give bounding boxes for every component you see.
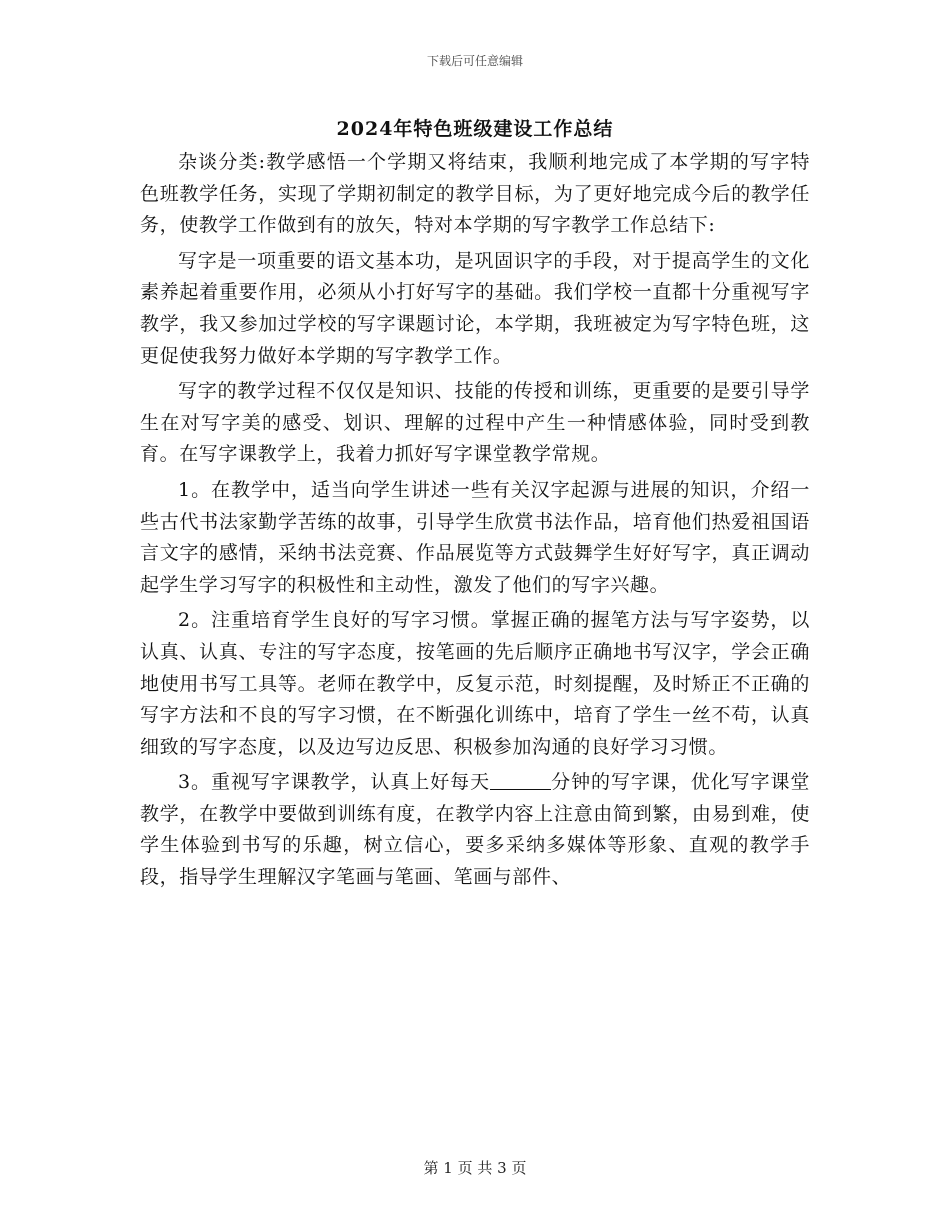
page-header-note: 下载后可任意编辑 [426, 54, 523, 68]
paragraph-point-3-start: 3。重视写字课教学，认真上好每天 [178, 771, 491, 794]
paragraph-teaching-process: 写字的教学过程不仅仅是知识、技能的传授和训练，更重要的是要引导学生在对写字美的感受、划识、理解的过程中产生一种情感体验，同时受到教育。在写字课教学上，我着力抓好写字课堂教学常规。 [140, 380, 810, 466]
paragraph-intro: 杂谈分类:教学感悟一个学期又将结束，我顺利地完成了本学期的写字特色班教学任务，实现了学期初制定的教学目标，为了更好地完成今后的教学任务，使教学工作做到有的放矢，特对本学期的写字教学工作总结下: [140, 151, 810, 237]
document-body [140, 147, 810, 898]
paragraph-point-1: 1。在教学中，适当向学生讲述一些有关汉字起源与进展的知识，介绍一些古代书法家勤学苦练的故事，引导学生欣赏书法作品，培育他们热爱祖国语言文字的感情，采纳书法竞赛、作品展览等方式鼓舞学生好好写字，真正调动起学生学习写字的积极性和主动性，激发了他们的写字兴趣。 [140, 478, 810, 596]
document-title: 2024年特色班级建设工作总结 [336, 118, 614, 140]
paragraph-point-3 [140, 767, 810, 893]
paragraph-writing-importance: 写字是一项重要的语文基本功，是巩固识字的手段，对于提高学生的文化素养起着重要作用，必须从小打好写字的基础。我们学校一直都十分重视写字教学，我又参加过学校的写字课题讨论，本学期，我班被定为写字特色班，这更促使我努力做好本学期的写字教学工作。 [140, 249, 810, 367]
paragraph-point-3-rest: 分钟的写字课，优化写字课堂教学，在教学中要做到训练有度，在教学内容上注意由简到繁，由易到难，使学生体验到书写的乐趣，树立信心，要多采纳多媒体等形象、直观的教学手段，指导学生理解汉字笔画与笔画、笔画与部件、 [140, 771, 810, 889]
paragraph-point-2: 2。注重培育学生良好的写字习惯。掌握正确的握笔方法与写字姿势，以认真、认真、专注的写字态度，按笔画的先后顺序正确地书写汉字，学会正确地使用书写工具等。老师在教学中，反复示范，时刻提醒，及时矫正不正确的写字方法和不良的写字习惯，在不断强化训练中，培育了学生一丝不苟，认真细致的写字态度，以及边写边反思、积极参加沟通的良好学习习惯。 [140, 609, 810, 758]
page-number-footer: 第 1 页 共 3 页 [423, 1159, 527, 1177]
fill-in-blank-line [490, 770, 551, 790]
